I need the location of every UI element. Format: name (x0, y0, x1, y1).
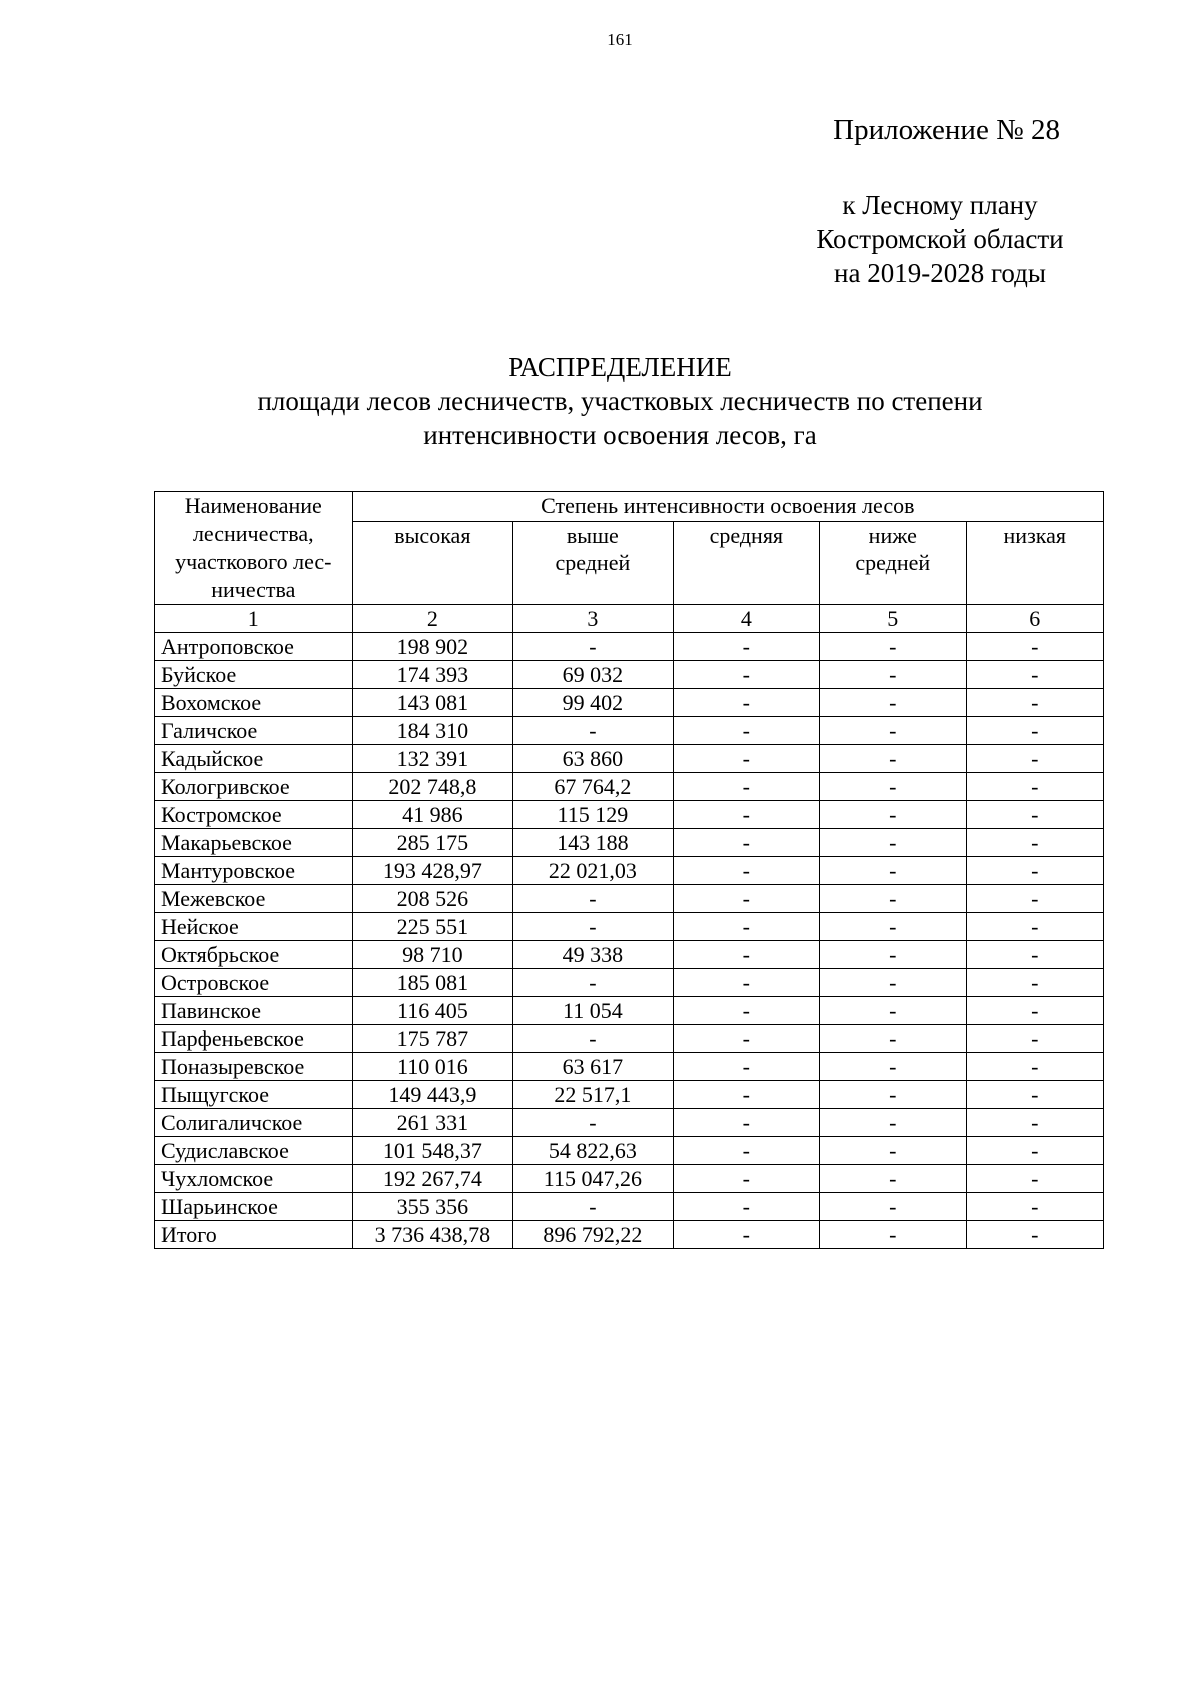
area-value-cell: - (966, 969, 1103, 997)
area-value-cell: - (820, 885, 966, 913)
area-value-cell: - (513, 633, 674, 661)
area-value-cell: 208 526 (352, 885, 513, 913)
area-value-cell: - (966, 1025, 1103, 1053)
appendix-line: Костромской области (816, 224, 1064, 254)
area-value-cell: 193 428,97 (352, 857, 513, 885)
header-text: участкового лес- (175, 549, 332, 574)
forestry-name-cell: Макарьевское (155, 829, 353, 857)
area-value-cell: - (673, 1025, 819, 1053)
forestry-name-cell: Вохомское (155, 689, 353, 717)
area-value-cell: - (513, 1109, 674, 1137)
table-row (155, 1221, 1104, 1249)
forestry-name-cell: Шарьинское (155, 1193, 353, 1221)
column-header-high: высокая (352, 522, 513, 605)
table-header-row (155, 492, 1104, 522)
table-row (155, 969, 1104, 997)
area-value-cell: 115 047,26 (513, 1165, 674, 1193)
forestry-name-cell: Костромское (155, 801, 353, 829)
area-value-cell: - (820, 717, 966, 745)
area-value-cell: 184 310 (352, 717, 513, 745)
forestry-name-cell: Островское (155, 969, 353, 997)
distribution-table (154, 491, 1104, 1249)
area-value-cell: 99 402 (513, 689, 674, 717)
area-value-cell: 69 032 (513, 661, 674, 689)
area-value-cell: 132 391 (352, 745, 513, 773)
area-value-cell: - (966, 829, 1103, 857)
table-row (155, 1109, 1104, 1137)
area-value-cell: 202 748,8 (352, 773, 513, 801)
forestry-name-cell: Солигаличское (155, 1109, 353, 1137)
area-value-cell: 49 338 (513, 941, 674, 969)
area-value-cell: 355 356 (352, 1193, 513, 1221)
area-value-cell: 98 710 (352, 941, 513, 969)
area-value-cell: - (820, 997, 966, 1025)
column-header-below-average: ниже средней (820, 522, 966, 605)
table-row (155, 1165, 1104, 1193)
area-value-cell: - (513, 913, 674, 941)
area-value-cell: - (673, 941, 819, 969)
forestry-name-cell: Итого (155, 1221, 353, 1249)
table-row (155, 1137, 1104, 1165)
table-row (155, 745, 1104, 773)
column-number: 5 (820, 605, 966, 633)
area-value-cell: - (820, 745, 966, 773)
area-value-cell: - (966, 1221, 1103, 1249)
page-number: 161 (607, 30, 633, 49)
area-value-cell: 175 787 (352, 1025, 513, 1053)
name-column-header (155, 492, 353, 605)
area-value-cell: - (966, 997, 1103, 1025)
area-value-cell: - (673, 1053, 819, 1081)
header-text: лесничества, (192, 521, 314, 546)
area-value-cell: 67 764,2 (513, 773, 674, 801)
header-text: Наименование (184, 493, 322, 518)
forestry-name-cell: Поназыревское (155, 1053, 353, 1081)
area-value-cell: - (820, 1025, 966, 1053)
area-value-cell: - (966, 857, 1103, 885)
table-row (155, 801, 1104, 829)
table-row (155, 913, 1104, 941)
table-row (155, 885, 1104, 913)
area-value-cell: - (820, 1193, 966, 1221)
area-value-cell: - (966, 773, 1103, 801)
forestry-name-cell: Парфеньевское (155, 1025, 353, 1053)
area-value-cell: - (673, 1109, 819, 1137)
heading-line: РАСПРЕДЕЛЕНИЕ (508, 352, 732, 382)
appendix-title: Приложение № 28 (833, 114, 1060, 146)
area-value-cell: 3 736 438,78 (352, 1221, 513, 1249)
area-value-cell: - (673, 969, 819, 997)
area-value-cell: - (673, 913, 819, 941)
area-value-cell: 101 548,37 (352, 1137, 513, 1165)
area-value-cell: - (966, 1165, 1103, 1193)
area-value-cell: - (820, 1081, 966, 1109)
area-value-cell: 285 175 (352, 829, 513, 857)
area-value-cell: - (966, 801, 1103, 829)
forestry-name-cell: Павинское (155, 997, 353, 1025)
area-value-cell: - (673, 1221, 819, 1249)
column-number: 1 (155, 605, 353, 633)
forestry-name-cell: Галичское (155, 717, 353, 745)
heading-line: площади лесов лесничеств, участковых лесничеств по степени (257, 386, 983, 416)
area-value-cell: 11 054 (513, 997, 674, 1025)
forestry-name-cell: Антроповское (155, 633, 353, 661)
column-header-above-average: выше средней (513, 522, 674, 605)
forestry-name-cell: Мантуровское (155, 857, 353, 885)
heading-line: интенсивности освоения лесов, га (423, 420, 817, 450)
table-row (155, 1053, 1104, 1081)
table-row (155, 941, 1104, 969)
area-value-cell: - (966, 689, 1103, 717)
area-value-cell: - (673, 717, 819, 745)
table-row (155, 773, 1104, 801)
document-heading (0, 350, 1200, 452)
area-value-cell: - (673, 745, 819, 773)
area-value-cell: - (673, 1081, 819, 1109)
forestry-name-cell: Нейское (155, 913, 353, 941)
area-value-cell: - (966, 717, 1103, 745)
area-value-cell: - (966, 1109, 1103, 1137)
forestry-name-cell: Чухломское (155, 1165, 353, 1193)
table-row (155, 661, 1104, 689)
column-number: 3 (513, 605, 674, 633)
area-value-cell: 116 405 (352, 997, 513, 1025)
table-body (155, 605, 1104, 1249)
column-number: 6 (966, 605, 1103, 633)
area-value-cell: - (673, 633, 819, 661)
forestry-name-cell: Судиславское (155, 1137, 353, 1165)
area-value-cell: - (820, 829, 966, 857)
appendix-line: к Лесному плану (842, 190, 1038, 220)
area-value-cell: - (820, 857, 966, 885)
area-value-cell: 115 129 (513, 801, 674, 829)
area-value-cell: - (673, 1193, 819, 1221)
forestry-name-cell: Буйское (155, 661, 353, 689)
table-row (155, 633, 1104, 661)
area-value-cell: 63 617 (513, 1053, 674, 1081)
area-value-cell: - (820, 773, 966, 801)
area-value-cell: - (673, 1165, 819, 1193)
area-value-cell: - (673, 1137, 819, 1165)
area-value-cell: 22 021,03 (513, 857, 674, 885)
area-value-cell: - (673, 885, 819, 913)
area-value-cell: - (820, 941, 966, 969)
area-value-cell: - (673, 801, 819, 829)
area-value-cell: 22 517,1 (513, 1081, 674, 1109)
area-value-cell: 225 551 (352, 913, 513, 941)
area-value-cell: - (820, 1109, 966, 1137)
area-value-cell: 143 188 (513, 829, 674, 857)
area-value-cell: 185 081 (352, 969, 513, 997)
area-value-cell: - (820, 969, 966, 997)
forestry-name-cell: Кологривское (155, 773, 353, 801)
forestry-name-cell: Пыщугское (155, 1081, 353, 1109)
area-value-cell: - (820, 1137, 966, 1165)
area-value-cell: - (673, 997, 819, 1025)
area-value-cell: - (820, 1053, 966, 1081)
area-value-cell: - (673, 689, 819, 717)
group-header: Степень интенсивности освоения лесов (352, 492, 1103, 522)
area-value-cell: - (820, 913, 966, 941)
area-value-cell: - (673, 773, 819, 801)
area-value-cell: - (820, 1221, 966, 1249)
table-row (155, 1025, 1104, 1053)
area-value-cell: 896 792,22 (513, 1221, 674, 1249)
area-value-cell: - (966, 1137, 1103, 1165)
area-value-cell: 63 860 (513, 745, 674, 773)
column-number: 4 (673, 605, 819, 633)
area-value-cell: - (966, 633, 1103, 661)
column-number-row (155, 605, 1104, 633)
area-value-cell: - (820, 801, 966, 829)
table-row (155, 1081, 1104, 1109)
table-row (155, 689, 1104, 717)
area-value-cell: - (966, 745, 1103, 773)
header-text: ничества (211, 577, 296, 602)
table-row (155, 857, 1104, 885)
table-row (155, 997, 1104, 1025)
area-value-cell: - (673, 857, 819, 885)
area-value-cell: - (673, 661, 819, 689)
area-value-cell: - (966, 1081, 1103, 1109)
area-value-cell: 41 986 (352, 801, 513, 829)
column-number: 2 (352, 605, 513, 633)
area-value-cell: 54 822,63 (513, 1137, 674, 1165)
area-value-cell: - (513, 969, 674, 997)
area-value-cell: - (966, 1193, 1103, 1221)
area-value-cell: - (513, 885, 674, 913)
table-row (155, 829, 1104, 857)
area-value-cell: - (513, 717, 674, 745)
area-value-cell: 192 267,74 (352, 1165, 513, 1193)
area-value-cell: - (966, 913, 1103, 941)
area-value-cell: 143 081 (352, 689, 513, 717)
area-value-cell: - (513, 1025, 674, 1053)
area-value-cell: 110 016 (352, 1053, 513, 1081)
appendix-reference (0, 188, 1064, 290)
forestry-name-cell: Кадыйское (155, 745, 353, 773)
area-value-cell: 149 443,9 (352, 1081, 513, 1109)
area-value-cell: - (966, 661, 1103, 689)
table-row (155, 717, 1104, 745)
area-value-cell: - (820, 1165, 966, 1193)
area-value-cell: 198 902 (352, 633, 513, 661)
area-value-cell: - (820, 633, 966, 661)
column-header-average: средняя (673, 522, 819, 605)
area-value-cell: - (820, 689, 966, 717)
area-value-cell: - (673, 829, 819, 857)
area-value-cell: 261 331 (352, 1109, 513, 1137)
forestry-name-cell: Межевское (155, 885, 353, 913)
appendix-line: на 2019-2028 годы (834, 258, 1046, 288)
area-value-cell: 174 393 (352, 661, 513, 689)
column-header-low: низкая (966, 522, 1103, 605)
forestry-name-cell: Октябрьское (155, 941, 353, 969)
table-row (155, 1193, 1104, 1221)
area-value-cell: - (820, 661, 966, 689)
area-value-cell: - (513, 1193, 674, 1221)
area-value-cell: - (966, 1053, 1103, 1081)
area-value-cell: - (966, 941, 1103, 969)
area-value-cell: - (966, 885, 1103, 913)
